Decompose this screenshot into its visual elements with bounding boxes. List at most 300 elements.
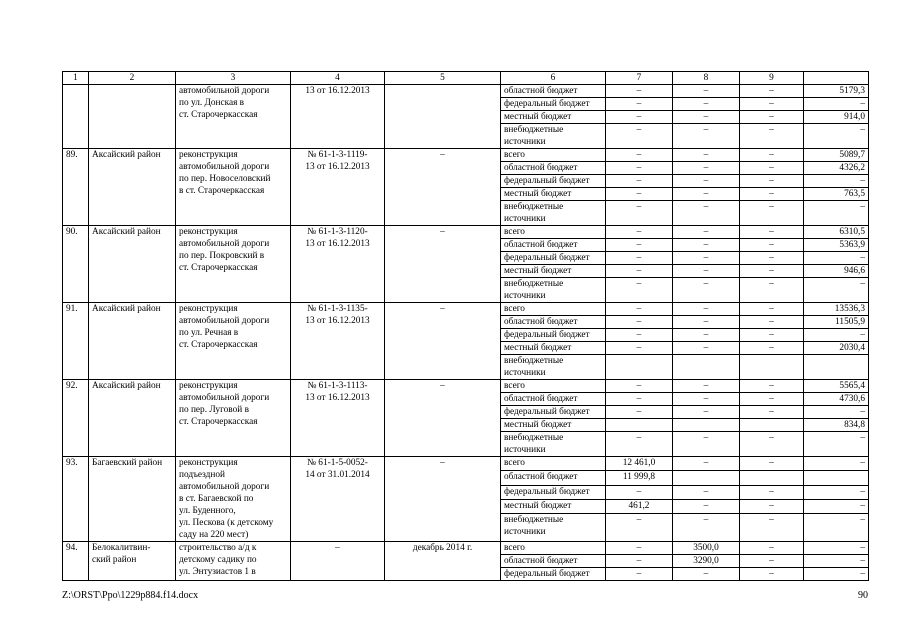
amount-c9: – [740, 329, 804, 342]
object-name [176, 149, 291, 226]
amount-c9: – [740, 226, 804, 239]
amount-c7: – [606, 316, 673, 329]
funding-source-line: всего [504, 227, 525, 237]
funding-source-line: федеральный бюджет [504, 253, 590, 263]
funding-source [501, 265, 606, 278]
district-line: Аксайский район [92, 227, 161, 237]
funding-source-line: источники [504, 368, 546, 378]
amount-c8: – [673, 124, 740, 149]
amount-c10: 11505,9 [804, 316, 869, 329]
object-name [176, 85, 291, 149]
program-table [62, 71, 869, 581]
amount-c9: – [740, 98, 804, 111]
amount-c8: – [673, 485, 740, 499]
district [89, 457, 176, 542]
funding-source [501, 278, 606, 303]
funding-source [501, 542, 606, 555]
amount-c8: – [673, 380, 740, 393]
amount-c9: – [740, 162, 804, 175]
amount-c10: 914,0 [804, 111, 869, 124]
column-number: 2 [89, 72, 176, 85]
column-number: 4 [291, 72, 385, 85]
funding-source-line: внебюджетные [504, 279, 564, 289]
amount-c7: – [606, 85, 673, 98]
amount-c8: – [673, 175, 740, 188]
amount-c7: – [606, 175, 673, 188]
funding-source-line: местный бюджет [504, 420, 572, 430]
row-number: 93. [63, 457, 89, 542]
object-name-line: по пер. Покровский в [179, 251, 265, 261]
table-row [63, 542, 869, 555]
funding-source-line: федеральный бюджет [504, 176, 590, 186]
object-name [176, 542, 291, 581]
funding-source-line: федеральный бюджет [504, 330, 590, 340]
row-number [63, 85, 89, 149]
funding-source-line: областной бюджет [504, 556, 578, 566]
amount-c7: – [606, 188, 673, 201]
amount-c8: – [673, 162, 740, 175]
column-number: 6 [501, 72, 606, 85]
object-name-line: реконструкция [179, 304, 238, 314]
funding-source-line: источники [504, 445, 546, 455]
funding-source [501, 162, 606, 175]
amount-c8: – [673, 406, 740, 419]
row-number: 92. [63, 380, 89, 457]
funding-source-line: областной бюджет [504, 86, 578, 96]
funding-source-line: областной бюджет [504, 472, 578, 483]
amount-c9: – [740, 500, 804, 514]
amount-c7: – [606, 406, 673, 419]
column-number: 7 [606, 72, 673, 85]
amount-c10 [804, 355, 869, 380]
amount-c10: 13536,3 [804, 303, 869, 316]
funding-source [501, 111, 606, 124]
amount-c8: 3500,0 [673, 542, 740, 555]
funding-source [501, 485, 606, 499]
amount-c10: – [804, 201, 869, 226]
funding-source [501, 419, 606, 432]
footer-file-path: Z:\ORST\Ppo\1229p884.f14.docx [62, 590, 199, 601]
row-number: 90. [63, 226, 89, 303]
document-ref [291, 380, 385, 457]
amount-c8 [673, 419, 740, 432]
amount-c9: – [740, 265, 804, 278]
object-name-line: в ст. Старочеркасская [179, 186, 265, 196]
amount-c8: – [673, 239, 740, 252]
funding-source-line: источники [504, 214, 546, 224]
amount-c10: – [804, 278, 869, 303]
amount-c8: – [673, 303, 740, 316]
funding-source [501, 175, 606, 188]
amount-c10: 946,6 [804, 265, 869, 278]
amount-c7: – [606, 162, 673, 175]
amount-c9: – [740, 555, 804, 568]
funding-source [501, 568, 606, 581]
amount-c8: – [673, 201, 740, 226]
amount-c9: – [740, 252, 804, 265]
amount-c9 [740, 419, 804, 432]
funding-source [501, 393, 606, 406]
object-name-line: реконструкция [179, 458, 238, 468]
amount-c10: 5089,7 [804, 149, 869, 162]
amount-c7: – [606, 98, 673, 111]
funding-source [501, 303, 606, 316]
amount-c8: – [673, 188, 740, 201]
funding-source [501, 329, 606, 342]
object-name-line: саду на 220 мест) [179, 530, 249, 540]
object-name-line: детскому садику по [179, 555, 257, 565]
funding-source [501, 149, 606, 162]
amount-c9: – [740, 175, 804, 188]
amount-c8: – [673, 149, 740, 162]
object-name-line: ст. Старочеркасская [179, 417, 258, 427]
amount-c8: – [673, 111, 740, 124]
table-row [63, 303, 869, 316]
amount-c7: – [606, 485, 673, 499]
object-name-line: ул. Буденного, [179, 506, 236, 516]
amount-c7: – [606, 239, 673, 252]
amount-c8: – [673, 98, 740, 111]
amount-c8: – [673, 252, 740, 265]
funding-source [501, 226, 606, 239]
amount-c9: – [740, 342, 804, 355]
funding-source [501, 471, 606, 485]
amount-c9: – [740, 149, 804, 162]
object-name-line: реконструкция [179, 227, 238, 237]
amount-c9: – [740, 316, 804, 329]
amount-c7: – [606, 278, 673, 303]
amount-c7: – [606, 124, 673, 149]
funding-source [501, 239, 606, 252]
object-name-line: автомобильной дороги [179, 162, 270, 172]
amount-c7: – [606, 149, 673, 162]
object-name-line: строительство а/д к [179, 543, 257, 553]
amount-c8: – [673, 316, 740, 329]
object-name-line: в ст. Багаевской по [179, 494, 254, 504]
funding-source [501, 380, 606, 393]
district-line: Аксайский район [92, 381, 161, 391]
amount-c10: 834,8 [804, 419, 869, 432]
object-name-line: автомобильной дороги [179, 482, 270, 492]
district [89, 226, 176, 303]
document-ref [291, 226, 385, 303]
row-number: 89. [63, 149, 89, 226]
funding-source [501, 316, 606, 329]
funding-source-line: местный бюджет [504, 343, 572, 353]
object-name [176, 226, 291, 303]
object-name-line: по пер. Новоселовский [179, 174, 271, 184]
funding-source-line: всего [504, 458, 525, 468]
amount-c9: – [740, 303, 804, 316]
object-name-line: автомобильной дороги [179, 239, 270, 249]
amount-c10: – [804, 514, 869, 542]
document-ref [291, 303, 385, 380]
amount-c9: – [740, 457, 804, 471]
object-name [176, 303, 291, 380]
object-name-line: автомобильной дороги [179, 316, 270, 326]
amount-c9 [740, 471, 804, 485]
funding-source [501, 188, 606, 201]
document-ref-line: 14 от 31.01.2014 [305, 470, 370, 480]
document-ref-line: № 61-1-3-1113- [307, 381, 368, 391]
amount-c10: 5363,9 [804, 239, 869, 252]
amount-c7: – [606, 303, 673, 316]
object-name-line: подъездной [179, 470, 225, 480]
amount-c7: – [606, 555, 673, 568]
object-name-line: по ул. Донская в [179, 98, 245, 108]
document-ref-line: № 61-1-3-1119- [307, 150, 368, 160]
table-row [63, 85, 869, 98]
amount-c8: – [673, 500, 740, 514]
district-line: Багаевский район [92, 458, 163, 468]
funding-source-line: источники [504, 291, 546, 301]
amount-c9: – [740, 188, 804, 201]
district [89, 149, 176, 226]
term: – [385, 303, 501, 380]
object-name-line: автомобильной дороги [179, 393, 270, 403]
funding-source-line: источники [504, 527, 546, 538]
funding-source [501, 124, 606, 149]
amount-c8 [673, 355, 740, 380]
amount-c9: – [740, 124, 804, 149]
amount-c7 [606, 419, 673, 432]
amount-c10: – [804, 252, 869, 265]
amount-c7 [606, 355, 673, 380]
district-line: Аксайский район [92, 304, 161, 314]
amount-c8: – [673, 568, 740, 581]
document-ref [291, 85, 385, 149]
amount-c7: – [606, 432, 673, 457]
funding-source-line: внебюджетные [504, 356, 564, 366]
amount-c10: 6310,5 [804, 226, 869, 239]
amount-c10: 5565,4 [804, 380, 869, 393]
document-ref [291, 149, 385, 226]
amount-c10: – [804, 485, 869, 499]
column-number: 9 [740, 72, 804, 85]
funding-source [501, 85, 606, 98]
funding-source [501, 555, 606, 568]
table-row [63, 226, 869, 239]
funding-source [501, 342, 606, 355]
amount-c10: – [804, 329, 869, 342]
term: – [385, 149, 501, 226]
amount-c7: – [606, 568, 673, 581]
term: декабрь 2014 г. [385, 542, 501, 581]
amount-c10: – [804, 98, 869, 111]
funding-source-line: местный бюджет [504, 112, 572, 122]
funding-source-line: федеральный бюджет [504, 407, 590, 417]
funding-source-line: федеральный бюджет [504, 99, 590, 109]
column-number: 5 [385, 72, 501, 85]
district [89, 303, 176, 380]
row-number: 94. [63, 542, 89, 581]
amount-c7: – [606, 111, 673, 124]
funding-source [501, 406, 606, 419]
amount-c9: – [740, 239, 804, 252]
funding-source-line: внебюджетные [504, 125, 564, 135]
amount-c9 [740, 355, 804, 380]
amount-c7: – [606, 542, 673, 555]
funding-source [501, 457, 606, 471]
funding-source-line: внебюджетные [504, 515, 564, 526]
amount-c10: 5179,3 [804, 85, 869, 98]
amount-c7: 12 461,0 [606, 457, 673, 471]
amount-c7: – [606, 201, 673, 226]
term [385, 85, 501, 149]
amount-c7: 11 999,8 [606, 471, 673, 485]
document-ref [291, 457, 385, 542]
funding-source [501, 500, 606, 514]
object-name-line: ст. Старочеркасская [179, 263, 258, 273]
funding-source-line: внебюджетные [504, 433, 564, 443]
header-row [63, 72, 869, 85]
amount-c9: – [740, 542, 804, 555]
document-ref-line: № 61-1-5-0052- [307, 458, 368, 468]
amount-c10: – [804, 457, 869, 471]
funding-source [501, 98, 606, 111]
document-ref-line: 13 от 16.12.2013 [305, 393, 370, 403]
amount-c9: – [740, 568, 804, 581]
funding-source [501, 252, 606, 265]
amount-c9: – [740, 406, 804, 419]
amount-c10: 4730,6 [804, 393, 869, 406]
column-number [804, 72, 869, 85]
column-number: 3 [176, 72, 291, 85]
funding-source-line: областной бюджет [504, 240, 578, 250]
document-ref-line: 13 от 16.12.2013 [305, 162, 370, 172]
amount-c9: – [740, 85, 804, 98]
amount-c7: – [606, 226, 673, 239]
funding-source [501, 514, 606, 542]
district [89, 85, 176, 149]
amount-c10 [804, 471, 869, 485]
row-number: 91. [63, 303, 89, 380]
amount-c7: – [606, 380, 673, 393]
amount-c8: 3290,0 [673, 555, 740, 568]
amount-c10: – [804, 500, 869, 514]
amount-c9: – [740, 201, 804, 226]
table-row [63, 457, 869, 471]
amount-c10: – [804, 175, 869, 188]
funding-source-line: местный бюджет [504, 266, 572, 276]
amount-c10: – [804, 406, 869, 419]
amount-c8: – [673, 278, 740, 303]
district [89, 542, 176, 581]
funding-source-line: всего [504, 543, 525, 553]
document-ref-line: 13 от 16.12.2013 [305, 86, 370, 96]
amount-c10: – [804, 568, 869, 581]
funding-source [501, 355, 606, 380]
amount-c8: – [673, 393, 740, 406]
amount-c7: – [606, 393, 673, 406]
amount-c7: – [606, 329, 673, 342]
funding-source-line: всего [504, 381, 525, 391]
funding-source [501, 432, 606, 457]
amount-c8: – [673, 265, 740, 278]
funding-source-line: областной бюджет [504, 317, 578, 327]
object-name-line: по ул. Речная в [179, 328, 239, 338]
object-name-line: реконструкция [179, 381, 238, 391]
amount-c9: – [740, 485, 804, 499]
district-line: Аксайский район [92, 150, 161, 160]
table-row [63, 149, 869, 162]
term: – [385, 380, 501, 457]
amount-c10: 4326,2 [804, 162, 869, 175]
funding-source-line: федеральный бюджет [504, 486, 590, 497]
funding-source-line: местный бюджет [504, 501, 572, 512]
amount-c8: – [673, 329, 740, 342]
object-name-line: по пер. Луговой в [179, 405, 249, 415]
district-line: ский район [92, 555, 137, 565]
amount-c9: – [740, 380, 804, 393]
amount-c8: – [673, 432, 740, 457]
amount-c9: – [740, 393, 804, 406]
document-ref-line: 13 от 16.12.2013 [305, 239, 370, 249]
amount-c9: – [740, 111, 804, 124]
object-name-line: ул. Пескова (к детскому [179, 518, 274, 528]
amount-c9: – [740, 278, 804, 303]
object-name [176, 457, 291, 542]
document-ref-line: – [335, 543, 340, 553]
amount-c10: 2030,4 [804, 342, 869, 355]
amount-c10: – [804, 555, 869, 568]
amount-c8: – [673, 457, 740, 471]
amount-c7: 461,2 [606, 500, 673, 514]
amount-c7: – [606, 252, 673, 265]
amount-c7: – [606, 514, 673, 542]
amount-c8: – [673, 85, 740, 98]
amount-c8: – [673, 342, 740, 355]
object-name-line: ст. Старочеркасская [179, 110, 258, 120]
column-number: 1 [63, 72, 89, 85]
object-name-line: ст. Старочеркасская [179, 340, 258, 350]
amount-c8: – [673, 226, 740, 239]
table-row [63, 380, 869, 393]
term: – [385, 457, 501, 542]
district-line: Белокалитвин- [92, 543, 151, 553]
amount-c8 [673, 471, 740, 485]
object-name-line: реконструкция [179, 150, 238, 160]
page-number: 90 [858, 590, 868, 601]
funding-source-line: всего [504, 150, 525, 160]
object-name-line: ул. Энтузиастов 1 в [179, 567, 256, 577]
amount-c9: – [740, 432, 804, 457]
object-name-line: автомобильной дороги [179, 86, 270, 96]
funding-source-line: всего [504, 304, 525, 314]
funding-source-line: областной бюджет [504, 163, 578, 173]
column-number: 8 [673, 72, 740, 85]
amount-c7: – [606, 342, 673, 355]
document-ref [291, 542, 385, 581]
amount-c8: – [673, 514, 740, 542]
amount-c9: – [740, 514, 804, 542]
amount-c10: – [804, 124, 869, 149]
funding-source-line: источники [504, 137, 546, 147]
term: – [385, 226, 501, 303]
amount-c7: – [606, 265, 673, 278]
amount-c10: – [804, 542, 869, 555]
funding-source-line: областной бюджет [504, 394, 578, 404]
funding-source [501, 201, 606, 226]
amount-c10: 763,5 [804, 188, 869, 201]
funding-source-line: внебюджетные [504, 202, 564, 212]
document-ref-line: 13 от 16.12.2013 [305, 316, 370, 326]
funding-source-line: федеральный бюджет [504, 569, 590, 579]
document-ref-line: № 61-1-3-1135- [307, 304, 368, 314]
document-ref-line: № 61-1-3-1120- [307, 227, 368, 237]
object-name [176, 380, 291, 457]
amount-c10: – [804, 432, 869, 457]
